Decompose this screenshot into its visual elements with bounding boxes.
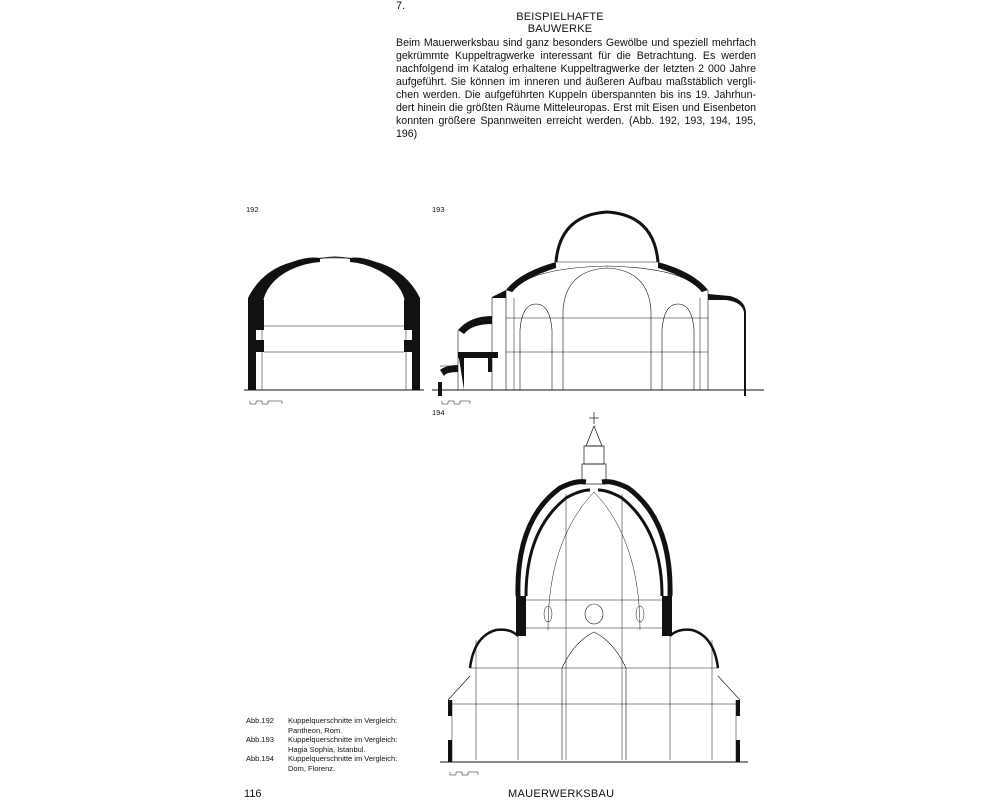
caption-label: Abb.193: [246, 735, 274, 744]
figure-194-number: 194: [432, 408, 445, 417]
caption-line: Kuppelquerschnitte im Vergleich:: [288, 716, 398, 725]
caption-line: Hagia Sophia, Istanbul.: [288, 744, 366, 754]
caption-192: [246, 716, 418, 735]
page-number: 116: [244, 788, 262, 800]
intro-paragraph: Beim Mauerwerksbau sind ganz besonders Gewölbe und speziell mehrfach gekrümmte Kuppeltragwerke interessant für die Betrachtung. Es werden nachfolgend im Katalog erhaltene Kuppeltragwerke der letzten 2 000 Jahre aufgeführt. Sie können im inneren und äußeren Aufbau maßstäblich vergli- chen werden. Die aufgeführten Kuppeln überspannten bis ins 19. Jahrhun- dert hinein die größten Räume Mitteleuropas. Erst mit Eisen und Eisenbeton konnten größere Spannweiten erreicht werden. (Abb. 192, 193, 194, 195, 196): [396, 37, 756, 140]
caption-line: Pantheon, Rom.: [288, 725, 343, 735]
chapter-number: 7.: [396, 0, 406, 12]
hagia-sophia-section: [432, 212, 764, 404]
caption-line: Kuppelquerschnitte im Vergleich:: [288, 735, 398, 744]
running-footer-title: MAUERWERKSBAU: [508, 788, 615, 800]
figure-captions: [246, 716, 418, 773]
caption-label: Abb.194: [246, 754, 274, 763]
caption-label: Abb.192: [246, 716, 274, 725]
caption-193: [246, 735, 418, 754]
caption-194: [246, 754, 418, 773]
chapter-title: BEISPIELHAFTE BAUWERKE: [516, 11, 604, 35]
caption-line: Kuppelquerschnitte im Vergleich:: [288, 754, 398, 763]
caption-line: Dom, Florenz.: [288, 763, 336, 773]
figure-193-number: 193: [432, 205, 445, 214]
figure-192-number: 192: [246, 205, 259, 214]
pantheon-section: [244, 257, 424, 404]
florence-dome-section: [440, 412, 748, 775]
